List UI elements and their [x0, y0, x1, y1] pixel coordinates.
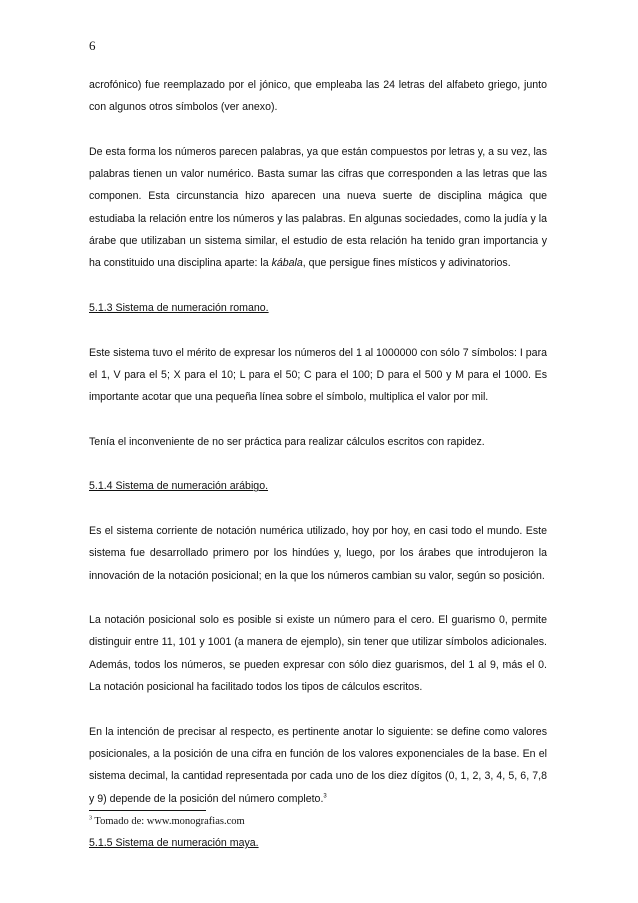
- paragraph-text: De esta forma los números parecen palabras, ya que están compuestos por letras y, a su vez, las palabras tienen un valor numérico. Basta sumar las cifras que corresponden a las letras que las componen. Esta circunstancia hizo aparecen una nueva suerte de disciplina mágica que estudiaba la relación entre los números y las palabras. En algunas sociedades, como la judía y la árabe que utilizaban un sistema similar, el estudio de esta relación ha tenido gran importancia y ha constituido una disciplina aparte: la: [89, 145, 547, 270]
- section-heading-maya: 5.1.5 Sistema de numeración maya.: [89, 837, 259, 850]
- paragraph-text: En la intención de precisar al respecto, es pertinente anotar lo siguiente: se define como valores posicionales, a la posición de una cifra en función de los valores exponenciales de la base. En el sistema decimal, la cantidad representada por cada uno de los diez dígitos (0, 1, 2, 3, 4, 5, 6, 7,8 y 9) depende de la posición del número completo.: [89, 725, 547, 805]
- paragraph-text: , que persigue fines místicos y adivinatorios.: [302, 257, 511, 270]
- footnote-marker: 3: [89, 815, 92, 822]
- document-body: [89, 74, 547, 877]
- section-heading-arabic: 5.1.4 Sistema de numeración arábigo.: [89, 480, 269, 493]
- footnote-reference: 3: [323, 792, 327, 799]
- paragraph-positional-notation: [89, 609, 547, 698]
- paragraph-text: Es el sistema corriente de notación numérica utilizado, hoy por hoy, en casi todo el mundo. Este sistema fue desarrollado primero por los hindúes y, luego, por los árabes que introdujeron la innovación de la notación posicional; en la que los números cambian su valor, según so posición.: [89, 524, 547, 582]
- paragraph-greek-alphabet: [89, 74, 547, 119]
- footnote-divider: [89, 810, 206, 811]
- paragraph-text: Tenía el inconveniente de no ser práctica para realizar cálculos escritos con rapidez.: [89, 435, 485, 448]
- paragraph-arabic-system: [89, 520, 547, 587]
- section-heading-roman: 5.1.3 Sistema de numeración romano.: [89, 301, 269, 314]
- paragraph-numbers-as-words: [89, 141, 547, 275]
- paragraph-text: Este sistema tuvo el mérito de expresar los números del 1 al 1000000 con sólo 7 símbolos: I para el 1, V para el 5; X para el 10; L para el 50; C para el 100; D para el 500 y M para el 1000. Es importante acotar que una pequeña línea sobre el símbolo, multiplica el valor por mil.: [89, 346, 547, 404]
- paragraph-roman-drawback: [89, 431, 547, 453]
- paragraph-positional-values: [89, 721, 547, 810]
- footnote: [89, 815, 245, 829]
- paragraph-text: La notación posicional solo es posible si existe un número para el cero. El guarismo 0, permite distinguir entre 11, 101 y 1001 (a manera de ejemplo), sin tener que utilizar símbolos adicionales. Además, todos los números, se pueden expresar con sólo diez guarismos, del 1 al 9, más el 0. La notación posicional ha facilitado todos los tipos de cálculos escritos.: [89, 614, 547, 694]
- footnote-text: Tomado de: www.monografias.com: [92, 816, 245, 827]
- paragraph-text: acrofónico) fue reemplazado por el jónico, que empleaba las 24 letras del alfabeto griego, junto con algunos otros símbolos (ver anexo).: [89, 79, 547, 114]
- paragraph-roman-symbols: [89, 342, 547, 409]
- page-number: 6: [89, 38, 96, 53]
- kabala-emphasis: kábala: [271, 257, 303, 270]
